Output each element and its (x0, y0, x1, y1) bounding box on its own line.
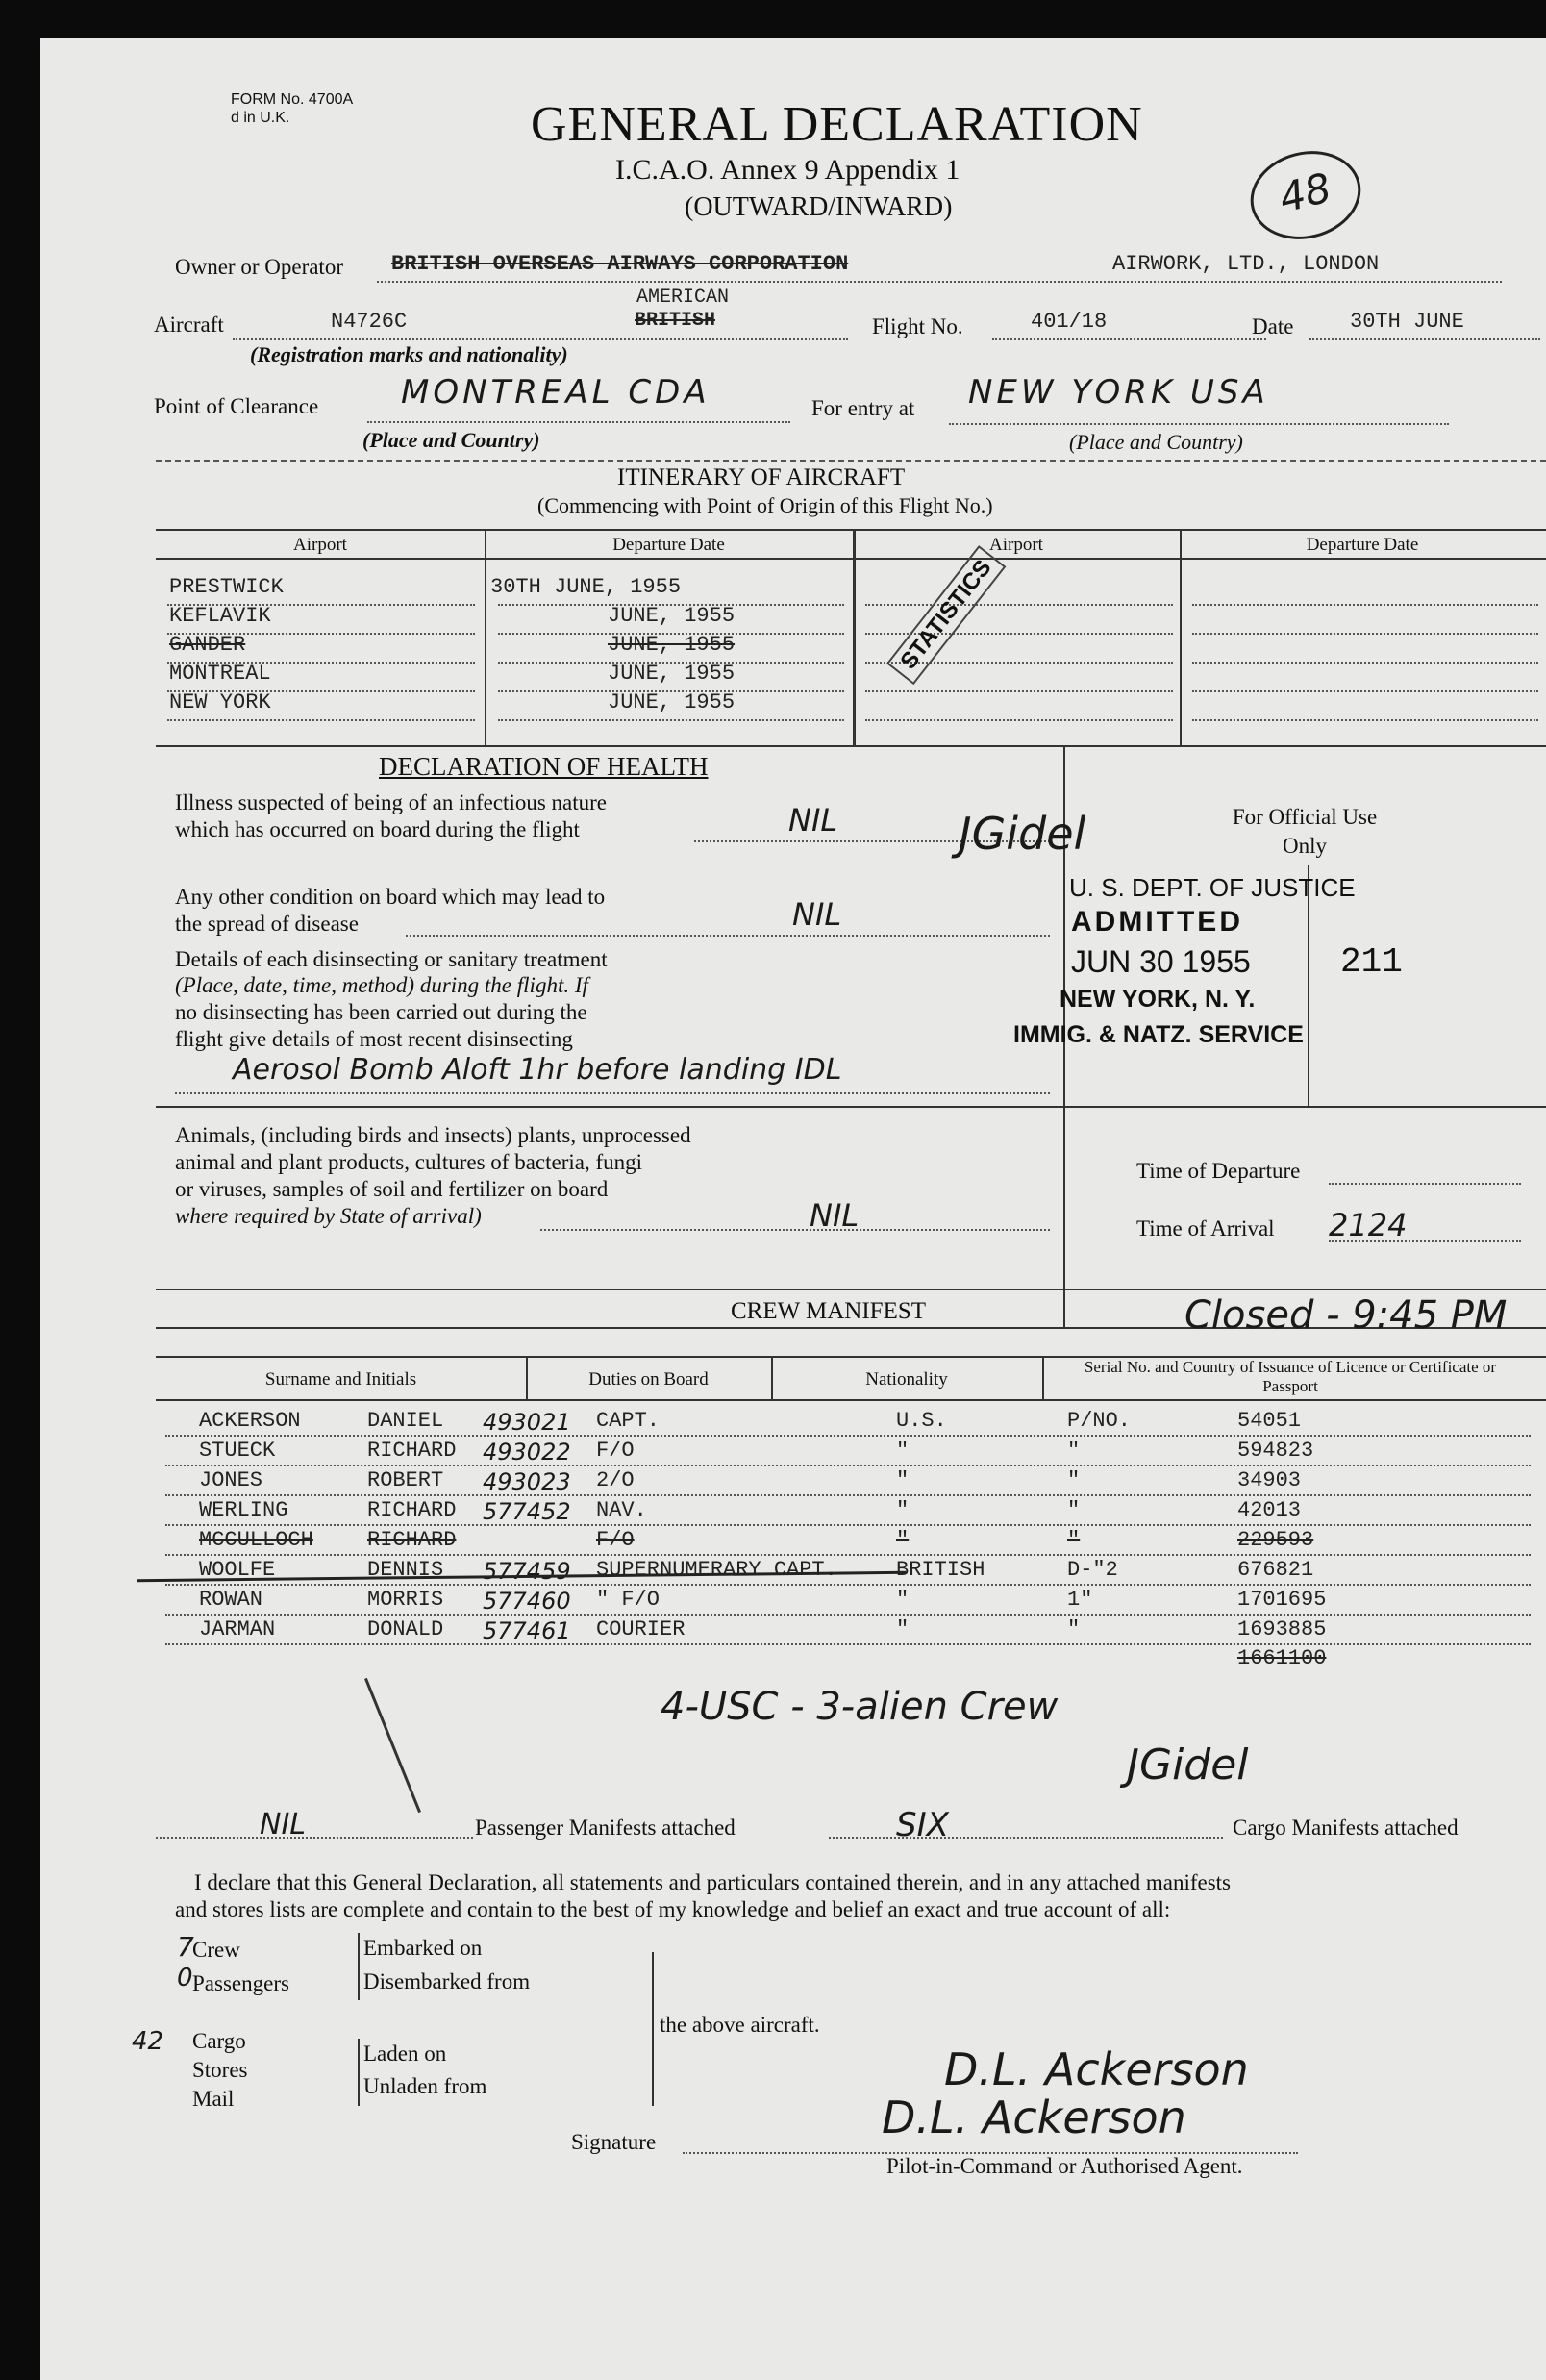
crew-cert-prefix: " (1067, 1439, 1081, 1463)
disinsect-line-3: no disinsecting has been carried out during the (175, 1000, 587, 1024)
animals-dots (540, 1229, 1050, 1231)
crew-handwritten-number: 577460 (483, 1588, 571, 1615)
disinsect-line-2: (Place, date, time, method) during the flight. If (175, 973, 588, 997)
passenger-dots (156, 1837, 473, 1839)
unladen-label: Unladen from (363, 2074, 487, 2098)
crew-header-serial: Serial No. and Country of Issuance of Licence or Certificate or Passport (1084, 1358, 1497, 1395)
crew-serial: 42013 (1237, 1498, 1302, 1522)
crew-row-dots (165, 1614, 1531, 1616)
crew-surname: JONES (199, 1468, 263, 1492)
crew-nationality: BRITISH (896, 1558, 985, 1582)
health-rule-1 (156, 1106, 1063, 1108)
itinerary-airport-4: MONTREAL (169, 662, 271, 686)
aircraft-caption: (Registration marks and nationality) (250, 342, 568, 366)
crew-nationality: " (896, 1498, 910, 1522)
operator-struck: BRITISH OVERSEAS AIRWAYS CORPORATION (391, 252, 849, 276)
itin-dots-e2 (1192, 633, 1538, 635)
itin-dots-d5 (498, 719, 844, 721)
crew-nationality: U.S. (896, 1409, 947, 1433)
flight-number: 401/18 (1031, 310, 1108, 334)
passengers-label: Passengers (192, 1971, 289, 1995)
crew-given-name: RICHARD (367, 1439, 457, 1463)
crew-serial: 229593 (1237, 1528, 1314, 1552)
entry-dots (949, 423, 1449, 425)
disinsect-line-1: Details of each disinsecting or sanitary treatment (175, 947, 608, 971)
crew-bracket-line (364, 1678, 421, 1813)
crew-col-3 (1042, 1356, 1044, 1399)
cargo-count: 42 (132, 2027, 164, 2056)
crew-given-name: DENNIS (367, 1558, 444, 1582)
disinsect-line-4: flight give details of most recent disinsecting (175, 1027, 573, 1051)
itinerary-header-date-1: Departure Date (612, 535, 725, 555)
crew-count-note: 4-USC - 3-alien Crew (661, 1685, 1059, 1729)
crew-surname: ACKERSON (199, 1409, 301, 1433)
pilot-label: Pilot-in-Command or Authorised Agent. (886, 2154, 1243, 2178)
itinerary-airport-2: KEFLAVIK (169, 604, 271, 628)
crew-serial: 1701695 (1237, 1588, 1327, 1612)
bracket-2 (358, 2039, 360, 2106)
itin-dots-d1 (498, 604, 844, 606)
declaration-line-2: and stores lists are complete and contain to the best of my knowledge and belief an exact and true account of all: (175, 1897, 1171, 1921)
crew-serial: 34903 (1237, 1468, 1302, 1492)
itin-dots-e1 (1192, 604, 1538, 606)
crew-row-dots (165, 1584, 1531, 1586)
operator-dots (377, 281, 1502, 283)
itinerary-title: ITINERARY OF AIRCRAFT (617, 464, 906, 490)
crew-given-name: DONALD (367, 1617, 444, 1641)
itinerary-col-1 (485, 529, 486, 745)
cargo-dots (829, 1837, 1223, 1839)
itinerary-header-bottom (156, 558, 1546, 560)
official-use-label: For Official Use Only (1232, 805, 1378, 858)
entry-value: NEW YORK USA (968, 373, 1269, 412)
statistics-stamp: STATISTICS (886, 545, 1007, 685)
other-line-2: the spread of disease (175, 912, 359, 936)
crew-cert-prefix: P/NO. (1067, 1409, 1132, 1433)
aircraft-nationality-added: AMERICAN (636, 287, 730, 309)
animals-line-3: or viruses, samples of soil and fertilizer on board (175, 1177, 609, 1201)
crew-title: CREW MANIFEST (731, 1298, 927, 1324)
arrival-value: 2124 (1329, 1207, 1408, 1243)
crew-handwritten-number: 493021 (483, 1409, 571, 1436)
crew-row-dots (165, 1524, 1531, 1526)
bracket-3 (652, 1952, 654, 2106)
itin-dots-e4 (1192, 690, 1538, 692)
illness-line-2: which has occurred on board during the flight (175, 817, 580, 841)
passenger-manifest-label: Passenger Manifests attached (475, 1816, 736, 1840)
crew-handwritten-number: 577461 (483, 1617, 571, 1644)
crew-handwritten-number: 577459 (483, 1558, 571, 1585)
crew-serial: 594823 (1237, 1439, 1314, 1463)
cargo-manifest-value: SIX (896, 1806, 949, 1844)
aircraft-nationality-struck: BRITISH (635, 310, 716, 332)
itinerary-bottom (156, 745, 1546, 747)
passenger-manifest-value: NIL (260, 1808, 307, 1841)
crew-serial: 54051 (1237, 1409, 1302, 1433)
crew-duty: 2/O (596, 1468, 635, 1492)
disembarked-label: Disembarked from (363, 1969, 531, 1993)
crew-nationality: " (896, 1468, 910, 1492)
disinsect-dots (175, 1092, 1050, 1094)
itinerary-date-4: JUNE, 1955 (608, 662, 736, 686)
official-number: 211 (1340, 942, 1403, 982)
embarked-label: Embarked on (363, 1936, 483, 1960)
crew-header-duties: Duties on Board (588, 1369, 709, 1390)
cargo-manifest-label: Cargo Manifests attached (1233, 1816, 1459, 1840)
signature-label: Signature (571, 2130, 657, 2154)
page-number: 48 (1241, 139, 1370, 250)
health-bottom-1 (156, 1289, 1546, 1290)
crew-header-nationality: Nationality (865, 1369, 948, 1390)
stores-label: Stores (192, 2058, 248, 2082)
itin-dots-d4 (498, 690, 844, 692)
crew-given-name: RICHARD (367, 1498, 457, 1522)
animals-line-2: animal and plant products, cultures of bacteria, fungi (175, 1150, 643, 1174)
itinerary-top-rule (156, 460, 1546, 462)
crew-given-name: ROBERT (367, 1468, 444, 1492)
crew-serial: 1693885 (1237, 1617, 1327, 1641)
form-number: FORM No. 4700A (231, 91, 354, 108)
signature-value: D.L. Ackerson (944, 2043, 1249, 2095)
disinsect-value: Aerosol Bomb Aloft 1hr before landing IDL (233, 1053, 842, 1087)
date-value: 30TH JUNE (1350, 310, 1464, 334)
bracket-1 (358, 1933, 360, 2000)
crew-given-name: MORRIS (367, 1588, 444, 1612)
above-aircraft: the above aircraft. (660, 2013, 820, 2037)
clearance-dots (367, 421, 790, 423)
itin-dots-e3 (1192, 662, 1538, 664)
itin-dots-b4 (865, 690, 1173, 692)
crew-surname: JARMAN (199, 1617, 276, 1641)
departure-dots (1329, 1183, 1521, 1185)
itinerary-date-2: JUNE, 1955 (608, 604, 736, 628)
itin-dots-b5 (865, 719, 1173, 721)
form-title: GENERAL DECLARATION (531, 97, 1143, 152)
animals-line-4: where required by State of arrival) (175, 1204, 482, 1228)
crew-surname: WOOLFE (199, 1558, 276, 1582)
crew-nationality: " (896, 1617, 910, 1641)
entry-caption: (Place and Country) (1069, 430, 1243, 454)
itin-dots-b1 (865, 604, 1173, 606)
official-rule (1063, 1106, 1546, 1108)
crew-cert-prefix: D-"2 (1067, 1558, 1118, 1582)
crew-cert-prefix: " (1067, 1498, 1081, 1522)
crew-surname: WERLING (199, 1498, 288, 1522)
official-signature: JGidel (959, 808, 1086, 860)
crew-initials: JGidel (1127, 1741, 1249, 1790)
stamp-line-5: IMMIG. & NATZ. SERVICE (1013, 1021, 1304, 1048)
crew-given-name: RICHARD (367, 1528, 457, 1552)
aircraft-label: Aircraft (154, 313, 224, 337)
itin-dots-d3 (498, 662, 844, 664)
operator-label: Owner or Operator (175, 255, 343, 279)
itinerary-date-1: 30TH JUNE, 1955 (490, 575, 682, 599)
itinerary-date-5: JUNE, 1955 (608, 690, 736, 714)
itin-dots-e5 (1192, 719, 1538, 721)
flight-dots (992, 338, 1266, 340)
passenger-count: 0 (177, 1964, 193, 1992)
declaration-line-1: I declare that this General Declaration, all statements and particulars contained therein, and in any attached manifests (194, 1870, 1232, 1894)
printed-in: d in U.K. (231, 110, 290, 126)
crew-duty: CAPT. (596, 1409, 661, 1433)
health-title: DECLARATION OF HEALTH (379, 752, 709, 781)
crew-duty: COURIER (596, 1617, 686, 1641)
form-subtitle: I.C.A.O. Annex 9 Appendix 1 (615, 154, 960, 186)
itin-dots-a3 (167, 662, 475, 664)
crew-surname: MCCULLOCH (199, 1528, 313, 1552)
illness-line-1: Illness suspected of being of an infectious nature (175, 790, 608, 814)
stamp-line-3: JUN 30 1955 (1071, 944, 1251, 979)
arrival-label: Time of Arrival (1136, 1216, 1275, 1240)
direction: (OUTWARD/INWARD) (685, 192, 953, 222)
arrival-dots (1329, 1240, 1521, 1242)
crew-count: 7 (177, 1931, 194, 1963)
clearance-caption: (Place and Country) (362, 428, 540, 452)
crew-surname: ROWAN (199, 1588, 263, 1612)
crew-row-dots (165, 1494, 1531, 1496)
stamp-line-1: U. S. DEPT. OF JUSTICE (1069, 873, 1356, 902)
crew-handwritten-number: 493022 (483, 1439, 571, 1466)
animals-value: NIL (810, 1197, 860, 1234)
aircraft-dots (233, 338, 848, 340)
crew-handwritten-number: 577452 (483, 1498, 571, 1525)
crew-duty: F/O (596, 1439, 635, 1463)
signature-value-2: D.L. Ackerson (882, 2092, 1186, 2143)
crew-duty: SUPERNUMERARY CAPT. (596, 1558, 837, 1582)
crew-cert-prefix: 1" (1067, 1588, 1093, 1612)
other-dots (406, 935, 1050, 937)
itinerary-header-date-2: Departure Date (1306, 535, 1419, 555)
mail-label: Mail (192, 2087, 235, 2111)
stamp-line-4: NEW YORK, N. Y. (1060, 986, 1256, 1013)
crew-row-dots (165, 1643, 1531, 1645)
crew-cert-prefix: " (1067, 1528, 1081, 1552)
stamp-line-2: ADMITTED (1071, 906, 1243, 938)
crew-surname: STUECK (199, 1439, 276, 1463)
crew-duty: " F/O (596, 1588, 661, 1612)
laden-label: Laden on (363, 2042, 447, 2066)
aircraft-registration: N4726C (331, 310, 408, 334)
crew-cert-prefix: " (1067, 1617, 1081, 1641)
other-line-1: Any other condition on board which may lead to (175, 885, 606, 909)
flight-label: Flight No. (872, 314, 963, 338)
crew-nationality: " (896, 1588, 910, 1612)
closed-note: Closed - 9:45 PM (1184, 1293, 1508, 1338)
date-dots (1309, 338, 1540, 340)
crew-cert-prefix: " (1067, 1468, 1081, 1492)
crew-handwritten-number: 493023 (483, 1468, 571, 1495)
other-value: NIL (792, 896, 842, 933)
itinerary-subtitle: (Commencing with Point of Origin of this Flight No.) (537, 493, 993, 517)
itinerary-col-2 (853, 529, 856, 745)
date-label: Date (1252, 314, 1294, 338)
jarman-struck-serial: 1661100 (1237, 1646, 1327, 1670)
cargo-label: Cargo (192, 2029, 246, 2053)
crew-row-dots (165, 1465, 1531, 1466)
clearance-value: MONTREAL CDA (401, 373, 711, 412)
crew-duty: NAV. (596, 1498, 647, 1522)
itinerary-header-airport-2: Airport (989, 535, 1043, 555)
illness-value: NIL (788, 802, 838, 839)
crew-row-dots (165, 1435, 1531, 1437)
departure-label: Time of Departure (1136, 1159, 1301, 1183)
itinerary-airport-1: PRESTWICK (169, 575, 284, 599)
itin-dots-a4 (167, 690, 475, 692)
crew-duty: F/O (596, 1528, 635, 1552)
animals-line-1: Animals, (including birds and insects) plants, unprocessed (175, 1123, 691, 1147)
crew-nationality: " (896, 1528, 910, 1552)
itinerary-header-top (156, 529, 1546, 531)
itin-dots-a2 (167, 633, 475, 635)
crew-header-surname: Surname and Initials (264, 1369, 417, 1390)
itinerary-airport-5: NEW YORK (169, 690, 271, 714)
crew-given-name: DANIEL (367, 1409, 444, 1433)
itin-dots-d2 (498, 633, 844, 635)
crew-row-dots (165, 1554, 1531, 1556)
crew-label: Crew (192, 1938, 240, 1962)
itin-dots-a1 (167, 604, 475, 606)
general-declaration-form (40, 38, 1546, 2380)
itin-dots-a5 (167, 719, 475, 721)
itinerary-date-3: JUNE, 1955 (608, 633, 736, 657)
operator-value: AIRWORK, LTD., LONDON (1112, 252, 1380, 276)
itinerary-col-3 (1180, 529, 1182, 745)
clearance-label: Point of Clearance (154, 394, 319, 418)
crew-serial: 676821 (1237, 1558, 1314, 1582)
itinerary-airport-3: GANDER (169, 633, 246, 657)
crew-nationality: " (896, 1439, 910, 1463)
crew-header-bottom (156, 1399, 1546, 1401)
itinerary-header-airport-1: Airport (293, 535, 347, 555)
entry-label: For entry at (811, 396, 915, 420)
